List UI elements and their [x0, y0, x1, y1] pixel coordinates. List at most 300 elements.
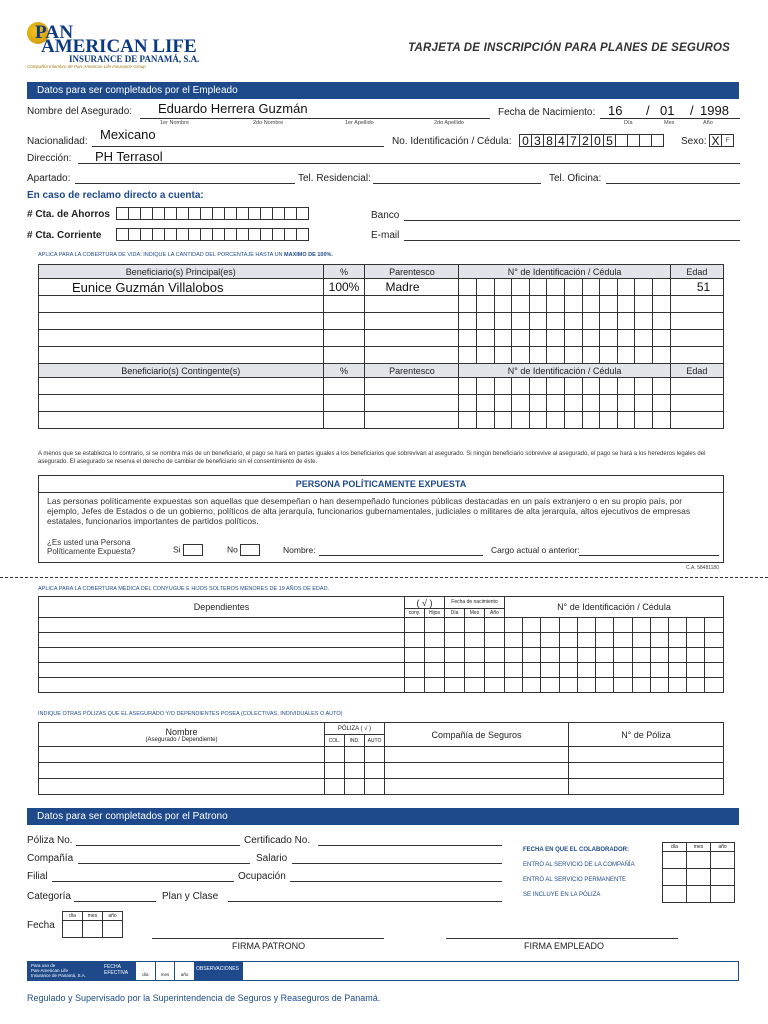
benef-id-cell[interactable]: [547, 378, 565, 395]
benef-id-cell[interactable]: [512, 313, 530, 330]
benef-id-cell[interactable]: [547, 279, 565, 296]
benef-id-cell[interactable]: [617, 279, 635, 296]
dependent-cell[interactable]: [541, 678, 559, 693]
sex-m-box[interactable]: X: [709, 134, 722, 147]
dependent-name-cell[interactable]: [39, 618, 405, 633]
benef-pct-cell[interactable]: [323, 330, 365, 347]
pep-box: [38, 475, 724, 563]
benef-id-cell[interactable]: [547, 412, 565, 429]
benef-id-cell[interactable]: [459, 313, 477, 330]
dependent-cell[interactable]: [614, 618, 632, 633]
effective-date-boxes[interactable]: [136, 962, 194, 980]
benef-id-cell[interactable]: [600, 296, 618, 313]
benef-id-cell[interactable]: [653, 347, 671, 364]
dependent-cell[interactable]: [614, 633, 632, 648]
dependent-cell[interactable]: [632, 648, 650, 663]
benef-pct-cell[interactable]: [323, 378, 365, 395]
benef-relation-cell[interactable]: Madre: [365, 279, 459, 296]
dependent-cell[interactable]: [425, 648, 445, 663]
benef-id-cell[interactable]: [477, 296, 495, 313]
dependent-cell[interactable]: [405, 678, 425, 693]
dependent-cell[interactable]: [632, 678, 650, 693]
benef-id-cell[interactable]: [565, 313, 583, 330]
benef-header-cell: Edad: [670, 265, 723, 279]
policy-cell[interactable]: [39, 747, 325, 763]
policy-cell[interactable]: [385, 779, 569, 795]
benef-pct-cell[interactable]: 100%: [323, 279, 365, 296]
benef-id-cell[interactable]: [529, 395, 547, 412]
dependent-cell[interactable]: [485, 618, 505, 633]
benef-id-cell[interactable]: [635, 279, 653, 296]
dependent-cell[interactable]: [668, 648, 686, 663]
dependent-cell[interactable]: [596, 618, 614, 633]
dependent-cell[interactable]: [559, 663, 577, 678]
benef-id-cell[interactable]: [565, 347, 583, 364]
benef-relation-cell[interactable]: [365, 296, 459, 313]
dependent-cell[interactable]: [505, 618, 523, 633]
benef-id-cell[interactable]: [494, 330, 512, 347]
benef-id-cell[interactable]: [635, 313, 653, 330]
benef-id-cell[interactable]: [635, 347, 653, 364]
benef-id-cell[interactable]: [529, 279, 547, 296]
dependent-cell[interactable]: [405, 618, 425, 633]
benef-age-cell[interactable]: [670, 313, 723, 330]
benef-id-cell[interactable]: [635, 330, 653, 347]
dependent-cell[interactable]: [425, 618, 445, 633]
dependent-cell[interactable]: [632, 663, 650, 678]
dependent-cell[interactable]: [577, 678, 595, 693]
dependent-cell[interactable]: [577, 633, 595, 648]
benef-id-cell[interactable]: [565, 296, 583, 313]
benef-id-cell[interactable]: [529, 296, 547, 313]
benef-id-cell[interactable]: [635, 378, 653, 395]
policies-subheader: COL.: [325, 735, 345, 747]
account-digit-box[interactable]: [296, 228, 309, 241]
benef-id-cell[interactable]: [512, 395, 530, 412]
benef-id-cell[interactable]: [582, 330, 600, 347]
benef-id-cell[interactable]: [582, 347, 600, 364]
benef-id-cell[interactable]: [494, 313, 512, 330]
id-digit-box[interactable]: 2: [579, 134, 592, 147]
plan-line[interactable]: [228, 901, 502, 902]
dependent-cell[interactable]: [687, 618, 705, 633]
benef-id-cell[interactable]: [617, 378, 635, 395]
dependent-cell[interactable]: [523, 618, 541, 633]
dependent-cell[interactable]: [705, 633, 724, 648]
dependents-subheader: Hijos: [425, 609, 445, 618]
benef-name-cell[interactable]: [39, 378, 324, 395]
dependent-cell[interactable]: [577, 648, 595, 663]
dependent-cell[interactable]: [705, 618, 724, 633]
pep-name-line[interactable]: [319, 555, 483, 556]
benef-id-cell[interactable]: [617, 412, 635, 429]
benef-id-cell[interactable]: [547, 347, 565, 364]
dependent-cell[interactable]: [485, 678, 505, 693]
dependent-cell[interactable]: [405, 663, 425, 678]
benef-relation-cell[interactable]: [365, 330, 459, 347]
benef-id-cell[interactable]: [565, 330, 583, 347]
benef-age-cell[interactable]: [670, 296, 723, 313]
logo-line3: INSURANCE DE PANAMÁ, S.A.: [69, 54, 200, 64]
policy-cell[interactable]: [569, 747, 724, 763]
benef-pct-cell[interactable]: [323, 412, 365, 429]
benef-age-cell[interactable]: [670, 347, 723, 364]
policy-cell[interactable]: [345, 763, 365, 779]
dependent-cell[interactable]: [465, 618, 485, 633]
dependent-name-cell[interactable]: [39, 663, 405, 678]
benef-id-cell[interactable]: [494, 395, 512, 412]
id-digit-box[interactable]: 4: [555, 134, 568, 147]
benef-id-cell[interactable]: [565, 378, 583, 395]
benef-id-cell[interactable]: [494, 412, 512, 429]
company-line[interactable]: [78, 863, 250, 864]
id-digit-box[interactable]: 0: [519, 134, 532, 147]
policy-cell[interactable]: [325, 763, 345, 779]
dependent-cell[interactable]: [465, 633, 485, 648]
benef-relation-cell[interactable]: [365, 412, 459, 429]
dependent-cell[interactable]: [596, 678, 614, 693]
dependent-cell[interactable]: [405, 633, 425, 648]
dependent-cell[interactable]: [596, 663, 614, 678]
benef-id-cell[interactable]: [529, 313, 547, 330]
benef-id-cell[interactable]: [600, 412, 618, 429]
benef-id-cell[interactable]: [582, 395, 600, 412]
dependent-cell[interactable]: [505, 633, 523, 648]
observations-field[interactable]: [243, 962, 738, 980]
benef-id-cell[interactable]: [494, 296, 512, 313]
dependent-cell[interactable]: [687, 633, 705, 648]
dependent-cell[interactable]: [559, 633, 577, 648]
benef-id-cell[interactable]: [600, 279, 618, 296]
benef-id-cell[interactable]: [477, 395, 495, 412]
id-digit-box[interactable]: [651, 134, 664, 147]
policy-line[interactable]: [76, 845, 240, 846]
benef-id-cell[interactable]: [547, 296, 565, 313]
benef-relation-cell[interactable]: [365, 347, 459, 364]
benef-id-cell[interactable]: [477, 347, 495, 364]
benef-id-cell[interactable]: [617, 296, 635, 313]
benef-id-cell[interactable]: [512, 296, 530, 313]
benef-id-cell[interactable]: [512, 378, 530, 395]
dependent-cell[interactable]: [541, 663, 559, 678]
pep-position-line[interactable]: [579, 555, 719, 556]
benef-name-cell[interactable]: Eunice Guzmán Villalobos: [39, 279, 324, 296]
service-dates-table[interactable]: [662, 842, 735, 903]
dependent-cell[interactable]: [632, 618, 650, 633]
dependent-name-cell[interactable]: [39, 678, 405, 693]
occupation-line[interactable]: [290, 881, 502, 882]
benef-pct-cell[interactable]: [323, 395, 365, 412]
id-digit-box[interactable]: 5: [603, 134, 616, 147]
benef-id-cell[interactable]: [582, 313, 600, 330]
benef-age-cell[interactable]: [670, 412, 723, 429]
benef-id-cell[interactable]: [653, 279, 671, 296]
benef-id-cell[interactable]: [512, 347, 530, 364]
policy-cell[interactable]: [365, 747, 385, 763]
benef-id-cell[interactable]: [600, 313, 618, 330]
dependent-cell[interactable]: [559, 618, 577, 633]
sex-f-box[interactable]: F: [721, 134, 734, 147]
dependent-cell[interactable]: [668, 663, 686, 678]
nationality-label: Nacionalidad:: [27, 136, 88, 147]
checking-label: # Cta. Corriente: [27, 230, 102, 241]
dob-label: Fecha de Nacimiento:: [498, 107, 596, 118]
benef-id-cell[interactable]: [600, 330, 618, 347]
dependent-cell[interactable]: [668, 618, 686, 633]
policy-cell[interactable]: [569, 779, 724, 795]
benef-id-cell[interactable]: [477, 279, 495, 296]
dependent-cell[interactable]: [485, 648, 505, 663]
benef-pct-cell[interactable]: [323, 313, 365, 330]
benef-id-cell[interactable]: [600, 395, 618, 412]
dependent-cell[interactable]: [650, 648, 668, 663]
dependent-cell[interactable]: [650, 678, 668, 693]
dependent-cell[interactable]: [425, 678, 445, 693]
dependent-cell[interactable]: [577, 663, 595, 678]
email-line[interactable]: [404, 240, 740, 241]
dependent-cell[interactable]: [614, 678, 632, 693]
benef-id-cell[interactable]: [477, 412, 495, 429]
benef-id-cell[interactable]: [459, 395, 477, 412]
benef-id-cell[interactable]: [512, 412, 530, 429]
dependent-cell[interactable]: [485, 633, 505, 648]
sex-boxes[interactable]: [710, 134, 734, 147]
benef-age-cell[interactable]: [670, 330, 723, 347]
dependent-cell[interactable]: [425, 663, 445, 678]
policy-cell[interactable]: [39, 763, 325, 779]
dependent-cell[interactable]: [465, 663, 485, 678]
benef-id-cell[interactable]: [494, 279, 512, 296]
dependent-cell[interactable]: [614, 663, 632, 678]
po-line[interactable]: [75, 183, 295, 184]
benef-id-cell[interactable]: [635, 412, 653, 429]
dependent-cell[interactable]: [559, 678, 577, 693]
id-digit-box[interactable]: 7: [567, 134, 580, 147]
dob-sep2: /: [690, 103, 694, 118]
policy-cell[interactable]: [569, 763, 724, 779]
dependent-cell[interactable]: [705, 648, 724, 663]
dependent-cell[interactable]: [632, 633, 650, 648]
dependent-cell[interactable]: [577, 618, 595, 633]
benef-id-cell[interactable]: [494, 347, 512, 364]
benef-id-cell[interactable]: [582, 378, 600, 395]
policy-cell[interactable]: [325, 747, 345, 763]
benef-id-cell[interactable]: [617, 347, 635, 364]
tel-off-line[interactable]: [606, 183, 740, 184]
benef-id-cell[interactable]: [635, 296, 653, 313]
dependent-cell[interactable]: [523, 678, 541, 693]
benef-relation-cell[interactable]: [365, 395, 459, 412]
dependent-cell[interactable]: [505, 663, 523, 678]
benef-id-cell[interactable]: [600, 347, 618, 364]
address-line: [78, 163, 740, 164]
pep-yes-box[interactable]: [183, 544, 203, 556]
benef-id-cell[interactable]: [512, 330, 530, 347]
nationality-field[interactable]: Mexicano: [100, 127, 156, 142]
dependent-cell[interactable]: [705, 663, 724, 678]
savings-label: # Cta. de Ahorros: [27, 209, 110, 220]
cert-line[interactable]: [318, 845, 502, 846]
dependent-cell[interactable]: [650, 618, 668, 633]
benef-name-cell[interactable]: [39, 412, 324, 429]
benef-id-cell[interactable]: [459, 296, 477, 313]
benef-id-cell[interactable]: [477, 330, 495, 347]
benef-pct-cell[interactable]: [323, 296, 365, 313]
dependent-cell[interactable]: [687, 648, 705, 663]
dependent-cell[interactable]: [445, 678, 465, 693]
id-digit-box[interactable]: 0: [591, 134, 604, 147]
benef-id-cell[interactable]: [565, 279, 583, 296]
category-line[interactable]: [74, 901, 156, 902]
dependent-name-cell[interactable]: [39, 648, 405, 663]
tel-res-line[interactable]: [373, 183, 541, 184]
dob-year-field[interactable]: 1998: [700, 103, 729, 118]
benef-id-cell[interactable]: [529, 378, 547, 395]
policy-cell[interactable]: [345, 779, 365, 795]
benef-id-cell[interactable]: [477, 313, 495, 330]
benef-id-cell[interactable]: [529, 412, 547, 429]
dependent-cell[interactable]: [650, 633, 668, 648]
benef-id-cell[interactable]: [617, 313, 635, 330]
benef-name-cell[interactable]: [39, 313, 324, 330]
benef-id-cell[interactable]: [547, 395, 565, 412]
benef-relation-cell[interactable]: [365, 313, 459, 330]
benef-age-cell[interactable]: 51: [670, 279, 723, 296]
policy-cell[interactable]: [345, 747, 365, 763]
benef-id-cell[interactable]: [653, 296, 671, 313]
pep-no-box[interactable]: [240, 544, 260, 556]
benef-id-cell[interactable]: [600, 378, 618, 395]
benef-name-cell[interactable]: [39, 330, 324, 347]
dependent-cell[interactable]: [668, 633, 686, 648]
benef-id-cell[interactable]: [653, 395, 671, 412]
dependent-cell[interactable]: [541, 618, 559, 633]
benef-pct-cell[interactable]: [323, 347, 365, 364]
benef-id-cell[interactable]: [459, 378, 477, 395]
dependent-cell[interactable]: [541, 633, 559, 648]
employer-date-table[interactable]: [62, 911, 123, 938]
benef-id-cell[interactable]: [547, 330, 565, 347]
benef-name-cell[interactable]: [39, 395, 324, 412]
dependent-cell[interactable]: [465, 648, 485, 663]
branch-line[interactable]: [52, 881, 234, 882]
benef-name-cell[interactable]: [39, 347, 324, 364]
policy-cell[interactable]: [365, 763, 385, 779]
dependent-cell[interactable]: [523, 663, 541, 678]
dependent-cell[interactable]: [485, 663, 505, 678]
benef-id-cell[interactable]: [617, 330, 635, 347]
dependent-cell[interactable]: [523, 633, 541, 648]
dependent-cell[interactable]: [523, 648, 541, 663]
benef-id-cell[interactable]: [529, 347, 547, 364]
dependent-cell[interactable]: [687, 663, 705, 678]
dependent-cell[interactable]: [650, 663, 668, 678]
logo-tagline: Compañía miembro de Pan-American Life Insurance Group: [27, 64, 146, 69]
benef-id-cell[interactable]: [635, 395, 653, 412]
dependent-cell[interactable]: [505, 648, 523, 663]
benef-age-cell[interactable]: [670, 395, 723, 412]
dependent-cell[interactable]: [559, 648, 577, 663]
dependent-cell[interactable]: [445, 648, 465, 663]
benef-age-cell[interactable]: [670, 378, 723, 395]
benef-id-cell[interactable]: [565, 395, 583, 412]
savings-boxes[interactable]: [117, 207, 309, 220]
dependent-cell[interactable]: [505, 678, 523, 693]
benef-id-cell[interactable]: [653, 330, 671, 347]
dependent-cell[interactable]: [425, 633, 445, 648]
benef-id-cell[interactable]: [653, 313, 671, 330]
dob-month-field[interactable]: 01: [660, 103, 675, 118]
dependent-cell[interactable]: [705, 678, 724, 693]
dependent-cell[interactable]: [465, 678, 485, 693]
dependent-cell[interactable]: [445, 618, 465, 633]
dependent-name-cell[interactable]: [39, 633, 405, 648]
policy-cell[interactable]: [365, 779, 385, 795]
employee-signature-line[interactable]: [446, 938, 678, 939]
benef-id-cell[interactable]: [459, 330, 477, 347]
dependent-cell[interactable]: [668, 678, 686, 693]
benef-id-cell[interactable]: [565, 412, 583, 429]
id-digit-box[interactable]: 8: [543, 134, 556, 147]
dependent-cell[interactable]: [445, 633, 465, 648]
id-boxes[interactable]: [520, 134, 664, 147]
salary-line[interactable]: [292, 863, 502, 864]
employer-signature-line[interactable]: [152, 938, 384, 939]
policy-cell[interactable]: [385, 763, 569, 779]
policy-cell[interactable]: [385, 747, 569, 763]
dependent-cell[interactable]: [445, 663, 465, 678]
employee-signature-label: FIRMA EMPLEADO: [524, 941, 605, 951]
benef-id-cell[interactable]: [653, 378, 671, 395]
checking-boxes[interactable]: [117, 228, 309, 241]
benef-id-cell[interactable]: [582, 296, 600, 313]
dependent-cell[interactable]: [687, 678, 705, 693]
policy-cell[interactable]: [325, 779, 345, 795]
dob-day-field[interactable]: 16: [608, 103, 623, 118]
policies-name-header: Nombre (Asegurado / Dependiente): [39, 723, 325, 747]
name-label: Nombre del Asegurado:: [27, 106, 133, 117]
benef-id-cell[interactable]: [547, 313, 565, 330]
id-digit-box[interactable]: 3: [531, 134, 544, 147]
benef-id-cell[interactable]: [617, 395, 635, 412]
benef-id-cell[interactable]: [459, 412, 477, 429]
benef-id-cell[interactable]: [459, 347, 477, 364]
benef-id-cell[interactable]: [477, 378, 495, 395]
dependents-header: Dependientes: [39, 597, 405, 618]
benef-id-cell[interactable]: [512, 279, 530, 296]
account-digit-box[interactable]: [296, 207, 309, 220]
logo-line2: AMERICAN LIFE: [41, 36, 197, 57]
dependent-cell[interactable]: [596, 633, 614, 648]
benef-relation-cell[interactable]: [365, 378, 459, 395]
dependent-cell[interactable]: [541, 648, 559, 663]
dependent-cell[interactable]: [405, 648, 425, 663]
name-field[interactable]: Eduardo Herrera Guzmán: [158, 101, 308, 116]
benef-id-cell[interactable]: [582, 279, 600, 296]
benef-id-cell[interactable]: [653, 412, 671, 429]
benef-header-cell: Edad: [670, 364, 723, 378]
benef-id-cell[interactable]: [459, 279, 477, 296]
benef-id-cell[interactable]: [494, 378, 512, 395]
bank-line[interactable]: [404, 220, 740, 221]
benef-name-cell[interactable]: [39, 296, 324, 313]
address-field[interactable]: PH Terrasol: [95, 149, 163, 164]
benef-id-cell[interactable]: [582, 412, 600, 429]
dependent-cell[interactable]: [596, 648, 614, 663]
policy-cell[interactable]: [39, 779, 325, 795]
benef-id-cell[interactable]: [529, 330, 547, 347]
dependent-cell[interactable]: [614, 648, 632, 663]
